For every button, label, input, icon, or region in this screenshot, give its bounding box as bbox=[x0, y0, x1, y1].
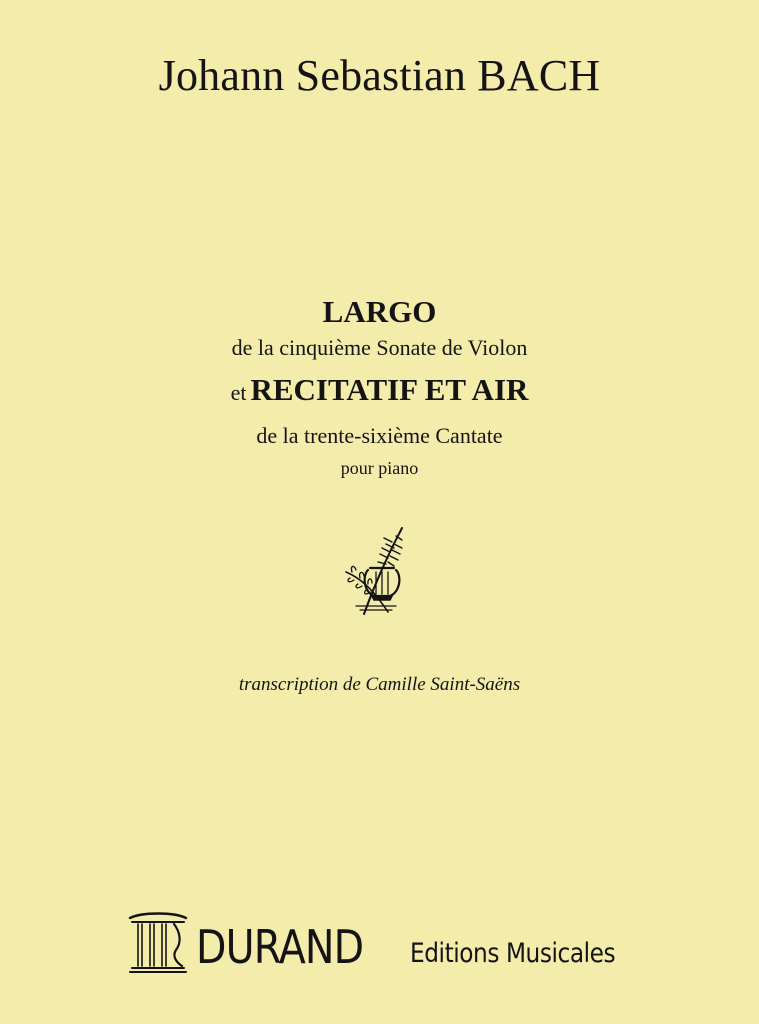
publisher-block bbox=[128, 910, 391, 974]
second-work-title: RECITATIF ET AIR bbox=[250, 372, 529, 407]
instrument-label: pour piano bbox=[340, 458, 419, 478]
second-work-prefix: et bbox=[230, 380, 247, 405]
lyre-palm-emblem-icon bbox=[336, 522, 416, 622]
composer-name: Johann Sebastian BACH bbox=[158, 51, 601, 100]
publisher-subtitle: Editions Musicales bbox=[410, 938, 616, 969]
first-work-subtitle: de la cinquième Sonate de Violon bbox=[231, 335, 528, 360]
publisher-name: DURAND bbox=[196, 920, 364, 974]
second-work-heading bbox=[0, 370, 759, 416]
transcription-credit: transcription de Camille Saint-Saëns bbox=[238, 674, 521, 695]
second-work-subtitle: de la trente-sixième Cantate bbox=[256, 423, 503, 448]
durand-columns-logo-icon bbox=[128, 912, 188, 974]
first-work-title: LARGO bbox=[322, 294, 437, 329]
title-block bbox=[0, 292, 759, 480]
